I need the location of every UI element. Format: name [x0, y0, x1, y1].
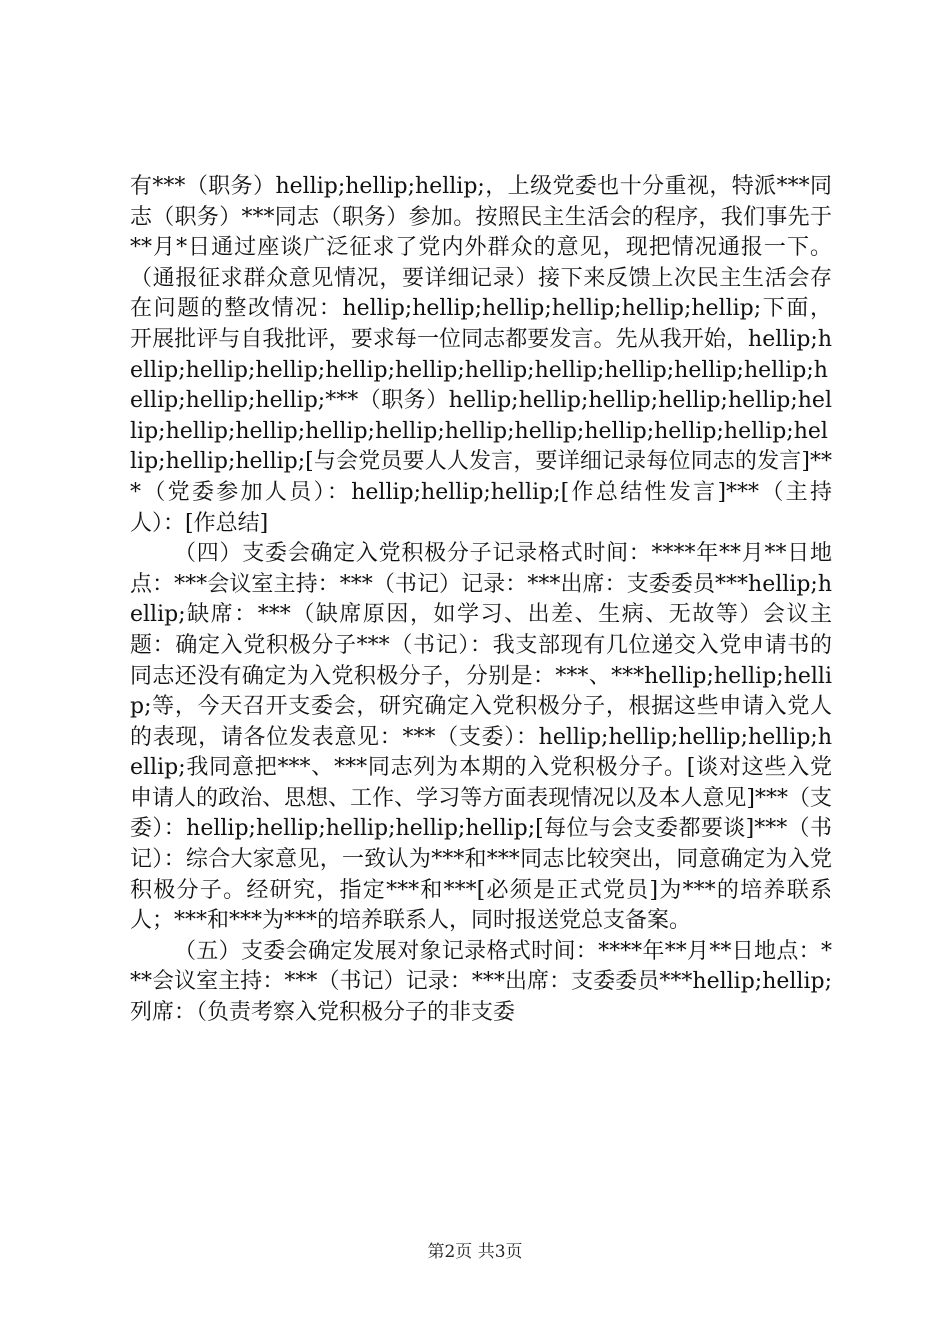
paragraph-democratic-life-meeting: 有***（职务）hellip;hellip;hellip;，上级党委也十分重视，特派***同志（职务）***同志（职务）参加。按照民主生活会的程序，我们事先于**月*日通过座谈广泛征求了党内外群众的意见，现把情况通报一下。（通报征求群众意见情况，要详细记录）接下来反馈上次民主生活会存在问题的整改情况：hellip;hellip;hellip;hellip;hellip;hellip;下面，开展批评与自我批评，要求每一位同志都要发言。先从我开始，hellip;hellip;hellip;hellip;hellip;hellip;hellip;hellip;hellip;hellip;hellip;hellip;hellip;hellip;***（职务）hellip;hellip;hellip;hellip;hellip;hellip;hellip;hellip;hellip;hellip;hellip;hellip;hellip;hellip;hellip;hellip;hellip;hellip;[与会党员要人人发言，要详细记录每位同志的发言]***（党委参加人员）：hellip;hellip;hellip;[作总结性发言]***（主持人）：[作总结]	[130, 174, 832, 536]
paragraph-development-target-record-format: （五）支委会确定发展对象记录格式时间：****年**月**日地点：***会议室主持：***（书记）记录：***出席：支委委员***hellip;hellip;列席：（负责考察入党积极分子的非支委	[130, 938, 832, 1026]
page-number-footer: 第2页 共3页	[427, 1242, 523, 1262]
paragraph-activist-record-format: （四）支委会确定入党积极分子记录格式时间：****年**月**日地点：***会议室主持：***（书记）记录：***出席：支委委员***hellip;hellip;缺席：***（缺席原因，如学习、出差、生病、无故等）会议主题：确定入党积极分子***（书记）：我支部现有几位递交入党申请书的同志还没有确定为入党积极分子，分别是：***、***hellip;hellip;hellip;等，今天召开支委会，研究确定入党积极分子，根据这些申请入党人的表现，请各位发表意见：***（支委）：hellip;hellip;hellip;hellip;hellip;我同意把***、***同志列为本期的入党积极分子。[谈对这些入党申请人的政治、思想、工作、学习等方面表现情况以及本人意见]***（支委）：hellip;hellip;hellip;hellip;hellip;[每位与会支委都要谈]***（书记）：综合大家意见，一致认为***和***同志比较突出，同意确定为入党积极分子。经研究，指定***和***[必须是正式党员]为***的培养联系人；***和***为***的培养联系人，同时报送党总支备案。	[130, 541, 832, 934]
document-body	[130, 172, 832, 1029]
